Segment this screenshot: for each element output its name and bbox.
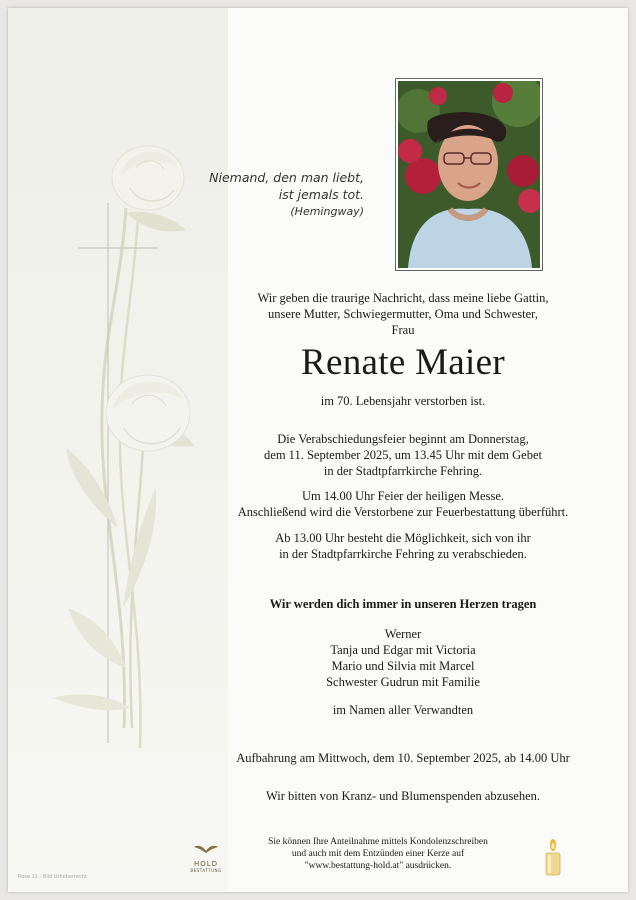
age-line: im 70. Lebensjahr verstorben ist. <box>320 394 486 408</box>
portrait-image <box>398 81 540 268</box>
ceremony-line-1: Die Verabschiedungsfeier beginnt am Donnerstag, <box>277 432 529 446</box>
hold-logo <box>184 842 228 873</box>
family-list <box>198 626 608 690</box>
logo-subtitle: BESTATTUNG <box>190 868 222 873</box>
deceased-name: Renate Maier <box>301 342 505 383</box>
parte-card <box>8 8 628 892</box>
candle-icon <box>542 838 564 878</box>
condolence-line-1: Sie können Ihre Anteilnahme mittels Kondolenzschreiben <box>268 837 488 847</box>
intro-line-1: Wir geben die traurige Nachricht, dass meine liebe Gattin, <box>257 291 549 305</box>
condolence-line-3: "www.bestattung-hold.at" ausdrücken. <box>304 861 452 871</box>
quote <box>209 169 364 220</box>
request-line: Wir bitten von Kranz- und Blumenspenden abzusehen. <box>265 789 541 803</box>
quote-source: (Hemingway) <box>290 205 364 218</box>
logo-brand: HOLD <box>193 860 219 868</box>
mass-text <box>198 488 608 520</box>
intro-line-2: unsere Mutter, Schwiegermutter, Oma und Schwester, <box>268 307 538 321</box>
family-member: Schwester Gudrun mit Familie <box>326 675 480 689</box>
condolence-line-2: und auch mit dem Entzünden einer Kerze auf <box>291 849 465 859</box>
ceremony-line-3: in der Stadtpfarrkirche Fehring. <box>323 464 483 478</box>
motto: Wir werden dich immer in unseren Herzen tragen <box>269 597 537 611</box>
farewell-line-1: Ab 13.00 Uhr besteht die Möglichkeit, sich von ihr <box>275 531 531 545</box>
quote-line-2: ist jemals tot. <box>278 187 364 202</box>
mass-line-2: Anschließend wird die Verstorbene zur Feuerbestattung überführt. <box>237 505 569 519</box>
wings-icon <box>194 843 218 855</box>
viewing-line: Aufbahrung am Mittwoch, dem 10. September 2025, ab 14.00 Uhr <box>236 751 570 765</box>
condolence-text <box>248 836 508 872</box>
farewell-line-2: in der Stadtpfarrkirche Fehring zu verabschieden. <box>279 547 527 561</box>
intro-text <box>198 290 608 338</box>
footer <box>8 828 628 888</box>
relatives-line: im Namen aller Verwandten <box>332 703 474 717</box>
family-member: Werner <box>384 627 422 641</box>
farewell-text <box>198 530 608 562</box>
mass-line-1: Um 14.00 Uhr Feier der heiligen Messe. <box>301 489 505 503</box>
image-copyright: Rose 11 - Bild Urheberrecht <box>18 874 87 880</box>
intro-line-3: Frau <box>391 323 415 337</box>
quote-line-1: Niemand, den man liebt, <box>209 170 364 185</box>
ceremony-text <box>198 431 608 479</box>
family-member: Mario und Silvia mit Marcel <box>331 659 475 673</box>
portrait-photo <box>395 78 543 271</box>
rose-decoration <box>8 8 228 892</box>
ceremony-line-2: dem 11. September 2025, um 13.45 Uhr mit dem Gebet <box>264 448 542 462</box>
family-member: Tanja und Edgar mit Victoria <box>330 643 476 657</box>
